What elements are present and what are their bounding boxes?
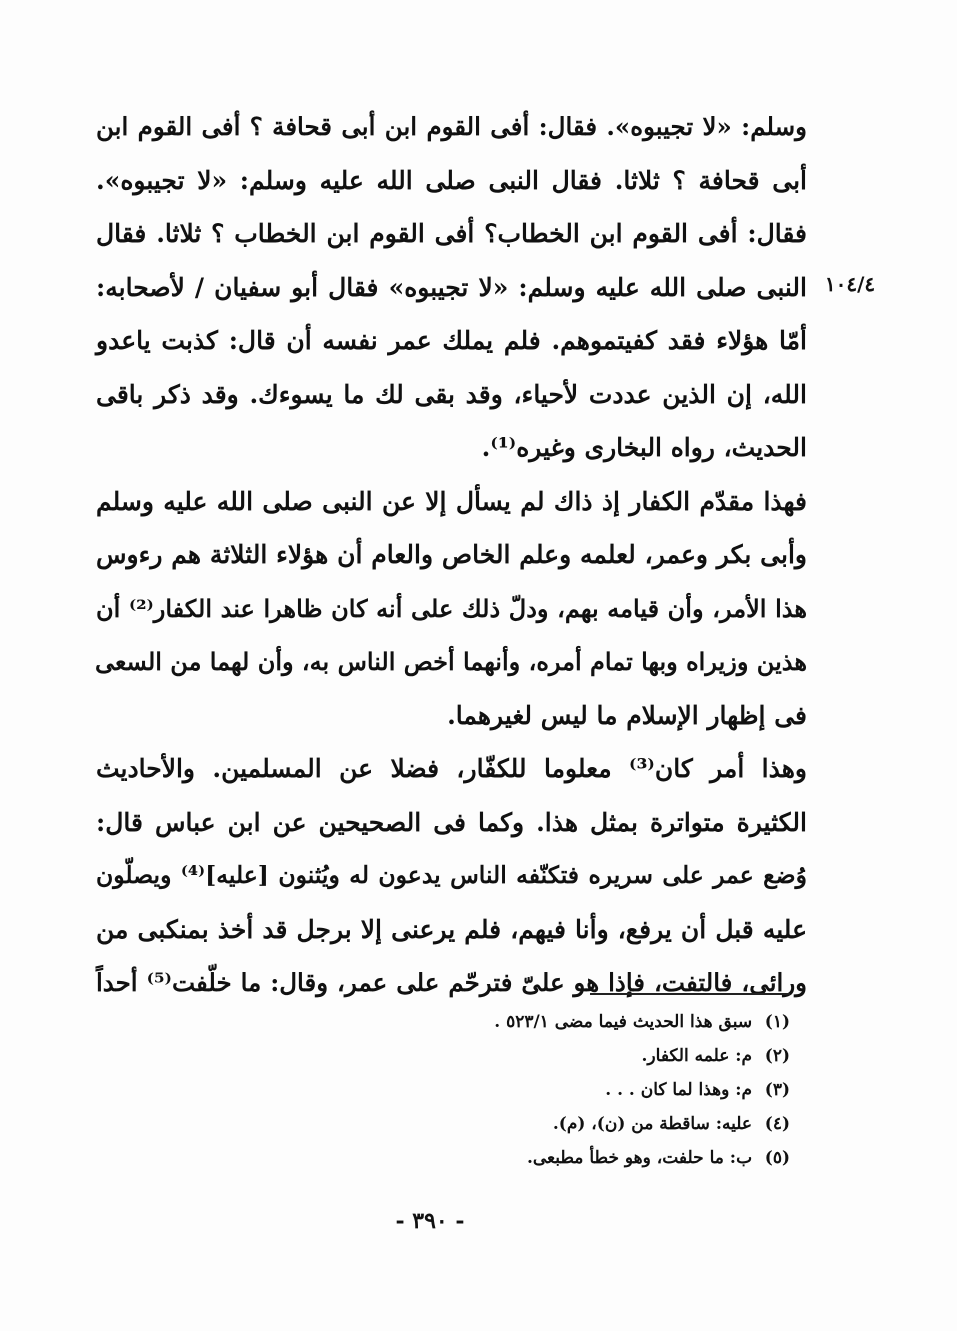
main-text [96, 100, 807, 1010]
footnote-text: م: علمه الكفار. [641, 1046, 753, 1066]
text-line: وُضع عمر على سريره فتكنّفه الناس يدعون له ويُثنون [عليه]⁽⁴⁾ ويصلّون [96, 861, 807, 889]
text-line: أبى قحافة ؟ ثلاثا. فقال النبى صلى الله عليه وسلم: «لا تجيبوه». [96, 165, 807, 195]
text-line: وهذا أمر كان⁽³⁾ معلوما للكفّار، فضلا عن المسلمين. والأحاديث [96, 754, 807, 783]
footnote [380, 1005, 790, 1039]
footnote-text: م: وهذا لما كان . . . [605, 1080, 753, 1100]
footnote-number: (٢) [764, 1046, 790, 1066]
footnote-number: (٣) [764, 1080, 790, 1100]
text-line: هذين وزيراه وبها تمام أمره، وأنهما أخص الناس به، وأن لهما من السعى [94, 647, 807, 676]
footnote [380, 1039, 790, 1073]
text-line: فى إظهار الإسلام ما ليس لغيرهما. [447, 700, 807, 730]
text-line: عليه قبل أن يرفع، وأنا فيهم، فلم يرعنى إلا برجل قد أخذ بمنكبى من [96, 914, 807, 944]
footnote [380, 1073, 790, 1107]
footnote-text: عليه: ساقطة من (ن)، (م). [552, 1114, 753, 1134]
text-line: وسلم: «لا تجيبوه». فقال: أفى القوم ابن أبى قحافة ؟ أفى القوم ابن [96, 112, 807, 141]
footnote [380, 1107, 790, 1141]
footnote-number: (١) [764, 1012, 790, 1032]
text-line: الحديث، رواه البخارى وغيره⁽¹⁾. [481, 433, 807, 462]
text-line: النبى صلى الله عليه وسلم: «لا تجيبوه» فقال أبو سفيان / لأصحابه: [96, 272, 807, 302]
text-line: الله، إن الذين عددت لأحياء، وقد بقى لك ما يسوءك. وقد ذكر باقى [96, 379, 807, 409]
page-number: - ٣٩٠ - [395, 1208, 465, 1234]
text-line: فقال: أفى القوم ابن الخطاب؟ أفى القوم ابن الخطاب ؟ ثلاثا. فقال [96, 219, 807, 248]
text-line: هذا الأمر، وأن قيامه بهم، ودلّ ذلك على أنه كان ظاهرا عند الكفار⁽²⁾ أن [96, 593, 807, 623]
text-line: وأبى بكر وعمر، لعلمه وعلم الخاص والعام أن هؤلاء الثلاثة هم رءوس [96, 540, 807, 569]
footnote-number: (٤) [764, 1114, 790, 1134]
footnote-text: ب: ما حلفت، وهو خطأ مطبعى. [526, 1148, 753, 1168]
footnote-text: سبق هذا الحديث فيما مضى ٥٢٣/١ . [494, 1012, 753, 1032]
footnote-number: (٥) [764, 1148, 790, 1168]
footnote [380, 1141, 790, 1175]
margin-volume-page-reference: ١٠٤/٤ [824, 272, 876, 296]
footnotes [380, 1005, 790, 1175]
text-line: الكثيرة متواترة بمثل هذا. وكما فى الصحيحين عن ابن عباس قال: [96, 807, 807, 837]
footnote-separator [590, 993, 790, 995]
text-line: أمّا هؤلاء فقد كفيتموهم. فلم يملك عمر نفسه أن قال: كذبت ياعدو [96, 326, 807, 355]
text-line: ورائى، فالتفت، فإذا هو علىّ فترحّم على عمر، وقال: ما خلّفت⁽⁵⁾ أحداً [96, 968, 807, 997]
text-line: فهذا مقدّم الكفار إذ ذاك لم يسأل إلا عن النبى صلى الله عليه وسلم [96, 486, 807, 516]
